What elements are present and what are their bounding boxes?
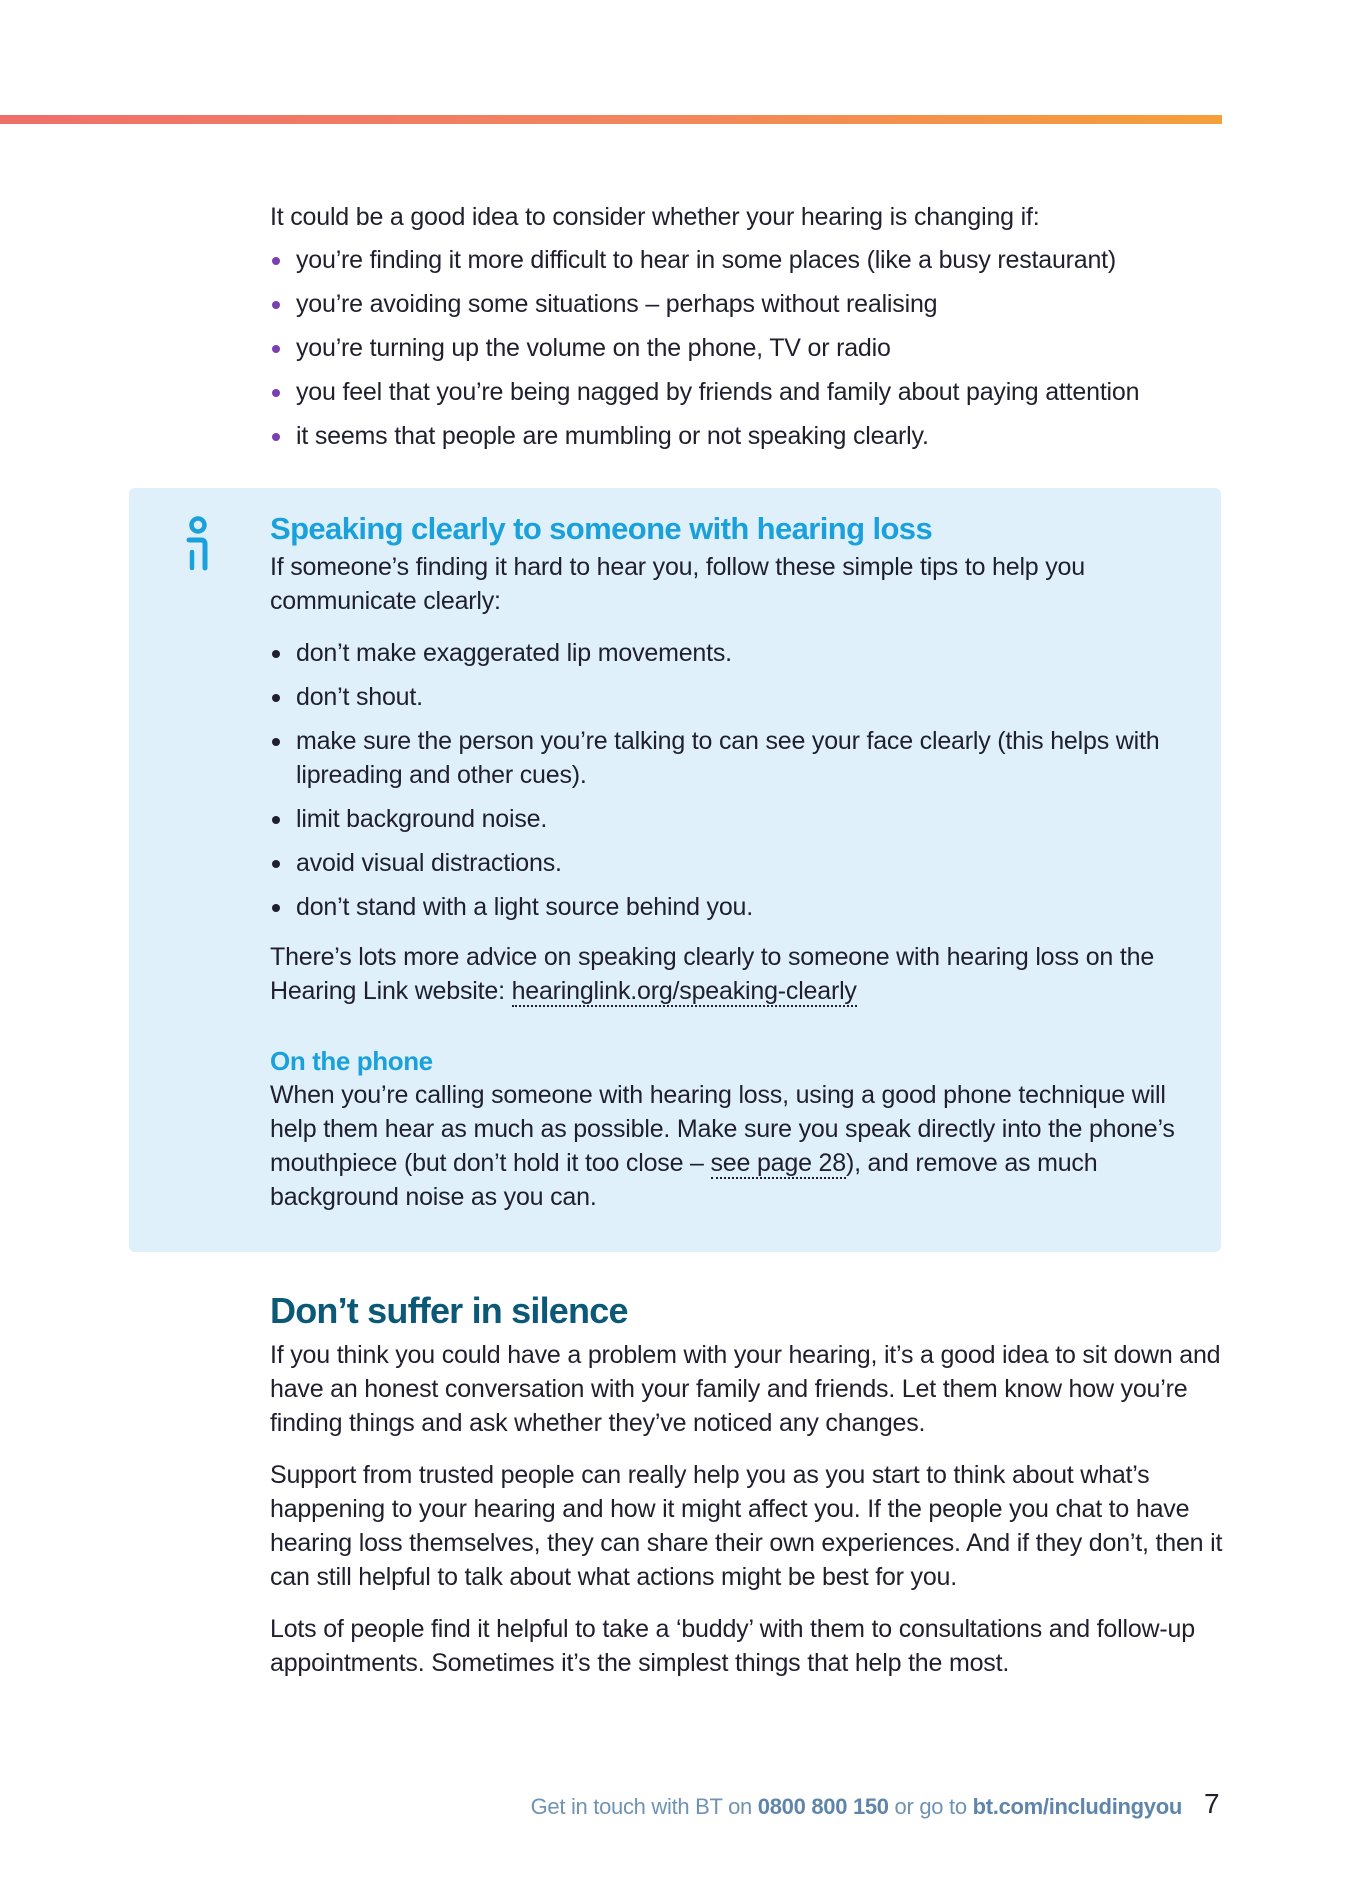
list-item: don’t shout.: [270, 680, 1200, 714]
see-page-link[interactable]: see page 28: [710, 1149, 846, 1177]
phone-text-before: When you’re calling someone with hearing loss, using a good phone technique will help them hear as much as possible. Make sure you speak directly into the phone’s mouthpiece (but don’t hold it too close –: [270, 1081, 1175, 1177]
hearing-link-link[interactable]: hearinglink.org/speaking-clearly: [511, 977, 857, 1005]
phone-text-after: ), and remove as much background noise as you can.: [270, 1149, 1098, 1211]
top-accent-rule: [0, 115, 1222, 124]
silence-section: [270, 1288, 1230, 1698]
footer-prefix: Get in touch with BT on: [530, 1794, 758, 1819]
footer-url: bt.com/includingyou: [972, 1794, 1182, 1819]
intro-section: [270, 200, 1220, 463]
list-item: it seems that people are mumbling or not speaking clearly.: [270, 419, 1220, 453]
list-item: you’re finding it more difficult to hear in some places (like a busy restaurant): [270, 243, 1220, 277]
info-icon: [183, 516, 213, 572]
footer-middle: or go to: [888, 1794, 973, 1819]
footer-phone: 0800 800 150: [757, 1794, 889, 1819]
intro-lead: It could be a good idea to consider whether your hearing is changing if:: [270, 203, 1040, 231]
list-item: don’t stand with a light source behind you.: [270, 890, 1200, 924]
more-advice-paragraph: [270, 940, 1200, 1008]
section-heading: Don’t suffer in silence: [270, 1290, 628, 1331]
tip-bullet-list: [270, 636, 1200, 924]
list-item: you’re turning up the volume on the phone, TV or radio: [270, 331, 1220, 365]
more-advice-text: There’s lots more advice on speaking clearly to someone with hearing loss on the Hearing Link website:: [270, 943, 1155, 1005]
tip-lead: If someone’s finding it hard to hear you, follow these simple tips to help you communicate clearly:: [270, 553, 1085, 615]
list-item: you’re avoiding some situations – perhaps without realising: [270, 287, 1220, 321]
footer-contact: [531, 1792, 1182, 1822]
body-paragraph: Lots of people find it helpful to take a ‘buddy’ with them to consultations and follow-up appointments. Sometimes it’s the simplest things that help the most.: [270, 1615, 1195, 1677]
list-item: you feel that you’re being nagged by friends and family about paying attention: [270, 375, 1220, 409]
body-paragraph: If you think you could have a problem with your hearing, it’s a good idea to sit down and have an honest conversation with your family and friends. Let them know how you’re finding things and ask whether they’ve noticed any changes.: [270, 1341, 1221, 1437]
page-number: 7: [1204, 1788, 1220, 1819]
list-item: don’t make exaggerated lip movements.: [270, 636, 1200, 670]
phone-paragraph: [270, 1078, 1200, 1214]
intro-bullet-list: [270, 243, 1220, 453]
list-item: limit background noise.: [270, 802, 1200, 836]
list-item: avoid visual distractions.: [270, 846, 1200, 880]
tip-title: Speaking clearly to someone with hearing loss: [270, 511, 933, 546]
list-item: make sure the person you’re talking to can see your face clearly (this helps with lipreading and other cues).: [270, 724, 1200, 792]
body-paragraph: Support from trusted people can really help you as you start to think about what’s happening to your hearing and how it might affect you. If the people you chat to have hearing loss themselves, they can share their own experiences. And if they don’t, then it can still helpful to talk about what actions might be best for you.: [270, 1461, 1223, 1591]
phone-subtitle: On the phone: [270, 1046, 433, 1076]
tip-content: [270, 508, 1200, 1232]
